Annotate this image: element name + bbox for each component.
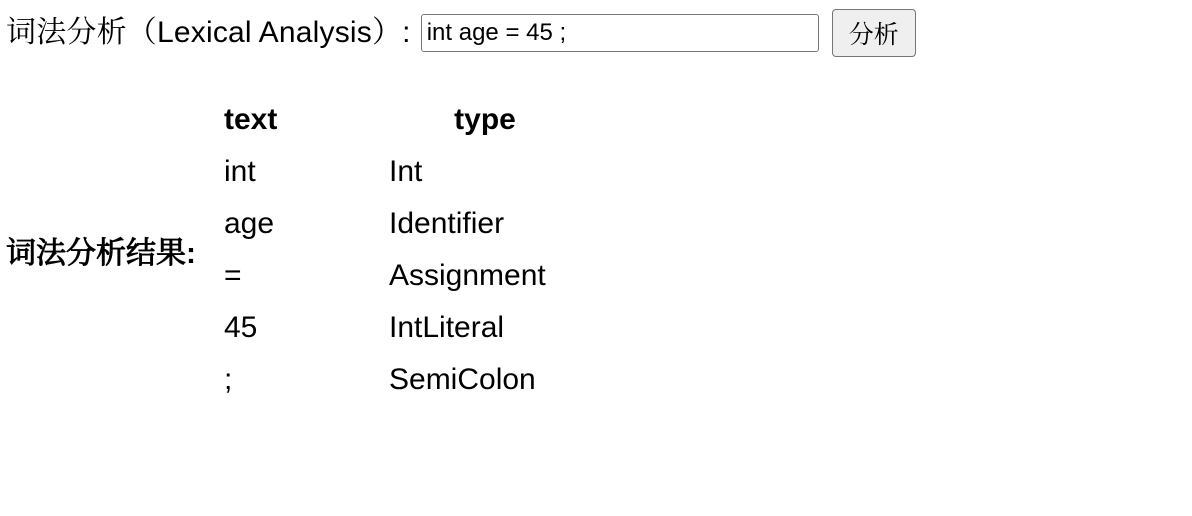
lexical-analysis-label: 词法分析（Lexical Analysis）: <box>6 16 411 49</box>
result-section <box>6 94 585 406</box>
column-header-text: text <box>224 103 278 136</box>
token-type-cell: Int <box>389 155 423 188</box>
table-row <box>220 198 585 250</box>
token-text-cell: = <box>224 259 242 292</box>
token-type-cell: Assignment <box>389 259 546 292</box>
token-text-cell: ; <box>224 363 233 396</box>
table-row <box>220 354 585 406</box>
table-row <box>220 302 585 354</box>
column-header-type: type <box>454 103 516 136</box>
token-text-cell: age <box>224 207 275 240</box>
token-text-cell: 45 <box>224 311 258 344</box>
analyze-button[interactable]: 分析 <box>832 9 916 57</box>
token-type-cell: Identifier <box>389 207 505 240</box>
result-label: 词法分析结果: <box>6 237 196 270</box>
table-row <box>220 146 585 198</box>
code-input[interactable] <box>421 14 819 52</box>
input-row <box>6 8 916 58</box>
table-row <box>220 250 585 302</box>
table-header-row <box>220 94 585 146</box>
token-table <box>220 94 585 406</box>
token-text-cell: int <box>224 155 256 188</box>
token-type-cell: IntLiteral <box>389 311 505 344</box>
token-type-cell: SemiColon <box>389 363 536 396</box>
